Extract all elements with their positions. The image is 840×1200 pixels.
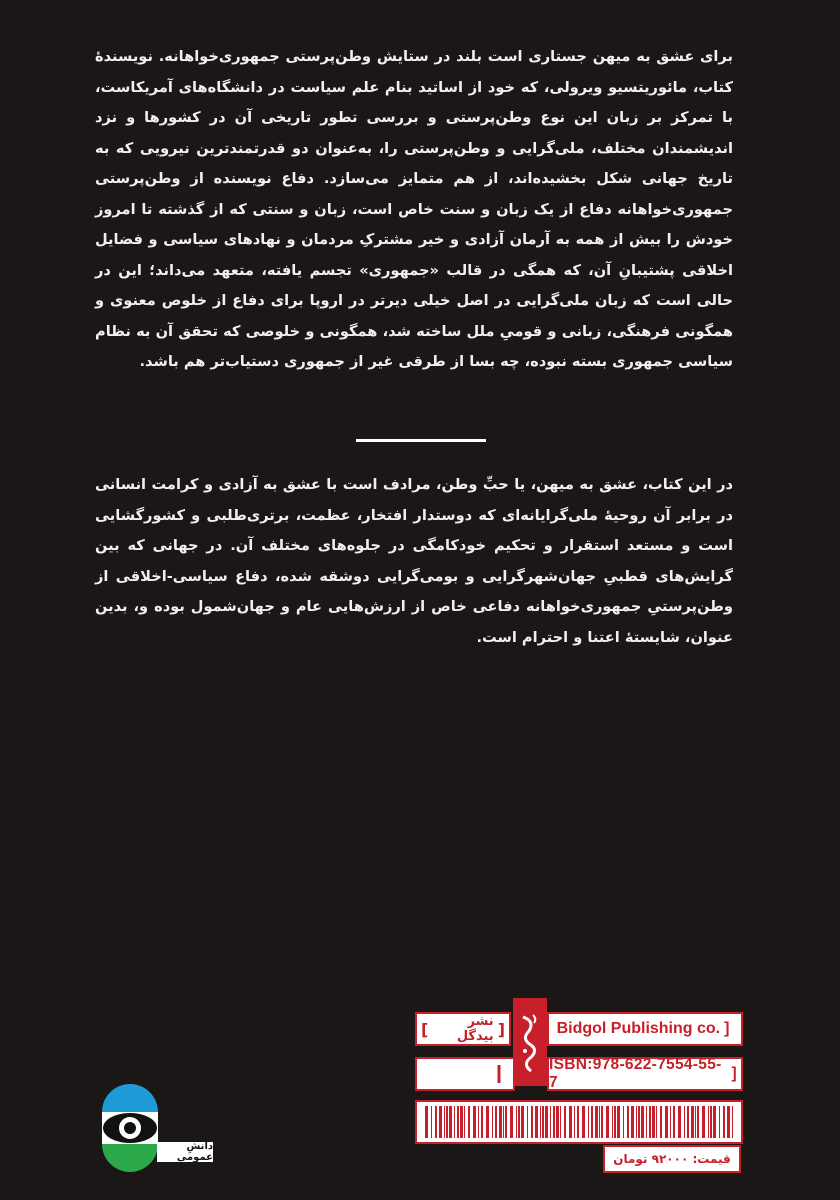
- price-box: [603, 1145, 741, 1173]
- barcode-bar: [708, 1106, 709, 1138]
- barcode-bar: [588, 1106, 589, 1138]
- publisher-name-en-box: [547, 1012, 743, 1046]
- barcode-bar: [732, 1106, 733, 1138]
- barcode-bar: [631, 1106, 634, 1138]
- barcode-bar: [691, 1106, 694, 1138]
- barcode-bar: [695, 1106, 696, 1138]
- barcode-bar: [697, 1106, 699, 1138]
- series-label: دانشِ عمومی: [157, 1142, 213, 1162]
- barcode-bar: [723, 1106, 725, 1138]
- barcode-bar: [521, 1106, 524, 1138]
- barcode-bar: [468, 1106, 470, 1138]
- barcode-bar: [531, 1106, 533, 1138]
- barcode-bar: [652, 1106, 655, 1138]
- barcode-bar: [684, 1106, 685, 1138]
- barcode-bar: [505, 1106, 507, 1138]
- barcode-bar: [665, 1106, 668, 1138]
- publisher-logo-icon: [517, 1007, 543, 1077]
- barcode-bar: [444, 1106, 445, 1138]
- description-paragraph-1: [95, 42, 733, 378]
- barcode-bar: [646, 1106, 647, 1138]
- barcode-bar: [481, 1106, 483, 1138]
- barcode-bar: [719, 1106, 720, 1138]
- barcode-bar: [535, 1106, 538, 1138]
- barcode-bar: [564, 1106, 566, 1138]
- barcode-bar: [577, 1106, 579, 1138]
- eye-logo-icon: [100, 1082, 160, 1174]
- barcode-bar: [478, 1106, 479, 1138]
- bracket-left: [: [421, 1019, 429, 1039]
- barcode-bar: [670, 1106, 671, 1138]
- barcode-bar: [486, 1106, 489, 1138]
- publisher-name-en: Bidgol Publishing co.: [556, 1020, 721, 1037]
- barcode-bar: [623, 1106, 624, 1138]
- isbn-left-box: [415, 1057, 515, 1091]
- price-text: قیمت: ۹۲۰۰۰ تومان: [613, 1152, 731, 1166]
- barcode-bar: [560, 1106, 561, 1138]
- barcode-bar: [649, 1106, 651, 1138]
- barcode-bar: [516, 1106, 517, 1138]
- barcode-bar: [599, 1106, 600, 1138]
- barcode-bar: [499, 1106, 502, 1138]
- barcode-bar: [545, 1106, 548, 1138]
- barcode-bar: [660, 1106, 662, 1138]
- barcode-bar: [503, 1106, 504, 1138]
- barcode-bar: [460, 1106, 463, 1138]
- barcode-bar: [638, 1106, 640, 1138]
- barcode-bar: [540, 1106, 541, 1138]
- barcode-bar: [617, 1106, 620, 1138]
- barcode-bar: [446, 1106, 448, 1138]
- barcode-bar: [591, 1106, 593, 1138]
- barcode-bar: [425, 1106, 428, 1138]
- barcode-bar: [678, 1106, 681, 1138]
- barcode-bar: [457, 1106, 459, 1138]
- barcode-bar: [449, 1106, 452, 1138]
- barcode-bar: [614, 1106, 616, 1138]
- isbn-left-bars-icon: [417, 1059, 513, 1089]
- barcode-bar: [641, 1106, 644, 1138]
- isbn-text: ISBN:978-622-7554-55-7: [549, 1056, 722, 1091]
- barcode-bar: [627, 1106, 629, 1138]
- barcode-bar: [727, 1106, 730, 1138]
- barcode-icon: [417, 1102, 741, 1142]
- barcode-bar: [553, 1106, 555, 1138]
- bracket-isbn: ]: [731, 1065, 737, 1082]
- barcode-bar: [656, 1106, 657, 1138]
- barcode-bar: [527, 1106, 528, 1138]
- bracket-en: ]: [724, 1020, 730, 1037]
- barcode-bar: [582, 1106, 585, 1138]
- barcode-bar: [454, 1106, 455, 1138]
- barcode-bar: [687, 1106, 689, 1138]
- barcode-bar: [710, 1106, 712, 1138]
- barcode-bar: [713, 1106, 716, 1138]
- description-lead-title: برای عشق به میهن: [592, 48, 733, 65]
- publisher-logo: [513, 998, 547, 1086]
- barcode-bar: [464, 1106, 465, 1138]
- barcode-bar: [612, 1106, 613, 1138]
- barcode-bar: [492, 1106, 493, 1138]
- barcode-bar: [518, 1106, 520, 1138]
- publisher-name-fa-box: [415, 1012, 511, 1046]
- barcode-bar: [569, 1106, 572, 1138]
- barcode-bar: [510, 1106, 513, 1138]
- barcode-bar: [550, 1106, 551, 1138]
- bracket-right: ]: [497, 1019, 505, 1039]
- barcode-bar: [673, 1106, 675, 1138]
- barcode-bar: [473, 1106, 476, 1138]
- isbn-box: [547, 1057, 743, 1091]
- barcode-bar: [595, 1106, 598, 1138]
- barcode-bar: [574, 1106, 575, 1138]
- barcode-bar: [702, 1106, 705, 1138]
- description-paragraph-1-text: جستاری است بلند در ستایش وطن‌پرستی جمهوری‌خواهانه. نویسندهٔ کتاب، مائوریتسیو ویرولی، که خود از اساتید بنام علم سیاست در دانشگاه‌های آمریکاست، با تمرکز بر زبان این نوع وطن‌پرستی و بررسی تطور تاریخی آن در کشورها و نزد اندیشمندان مختلف، ملی‌گرایی و وطن‌پرستی را، به‌عنوان دو قدرتمندترین نیرویی که به تاریخ جهانی شکل بخشیده‌اند، از هم متمایز می‌سازد. دفاع نویسنده از وطن‌پرستی جمهوری‌خواهانه دفاع از یک زبان و سنت خاص است، زبان و سنتی که از گذشته تا امروز خودش را بیش از همه به آرمان آزادی و خیر مشترکِ مردمان و نهادهای سیاسی و فضایل اخلاقی پشتیبانِ آن، که همگی در قالب «جمهوری» تجسم یافته، متعهد می‌داند؛ این در حالی است که زبان ملی‌گرایی در اصل خیلی دیرتر در اروپا برای دفاع از خلوص معنوی و همگونی فرهنگی، زبانی و قومیِ ملل ساخته شد، همگونی و خلوصی که تحقق آن به نظام سیاسی جمهوری بسته نبوده، چه بسا از طرقی غیر از جمهوری دستیاب‌تر هم باشد.: [95, 48, 733, 370]
- barcode: [415, 1100, 743, 1144]
- publisher-name-fa: نشر بیدگل: [456, 1014, 494, 1044]
- section-divider: [356, 439, 486, 442]
- barcode-bar: [435, 1106, 437, 1138]
- barcode-bar: [601, 1106, 603, 1138]
- barcode-bar: [439, 1106, 442, 1138]
- barcode-bar: [542, 1106, 544, 1138]
- barcode-bar: [431, 1106, 432, 1138]
- barcode-bar: [636, 1106, 637, 1138]
- description-paragraph-2: در این کتاب، عشق به میهن، یا حبِّ وطن، مرادف است با عشق به آزادی و کرامت انسانی در برابر آن روحیهٔ ملی‌گرایانه‌ای که دوستدار افتخار، عظمت، برتری‌طلبی و کشورگشایی است و مستعد استقرار و تحکیم خودکامگی در جلوه‌های مختلف آن. در جهانی که بین گرایش‌های قطبیِ جهان‌شهرگرایی و بومی‌گرایی دوشقه شده، دفاع سیاسی-اخلاقی از وطن‌پرستیِ جمهوری‌خواهانه دفاعی خاص از ارزش‌هایی عام و جهان‌شمول بوده و، بدین عنوان، شایستهٔ اعتنا و احترام است.: [95, 476, 733, 646]
- barcode-bar: [556, 1106, 559, 1138]
- barcode-bar: [495, 1106, 497, 1138]
- barcode-bar: [606, 1106, 609, 1138]
